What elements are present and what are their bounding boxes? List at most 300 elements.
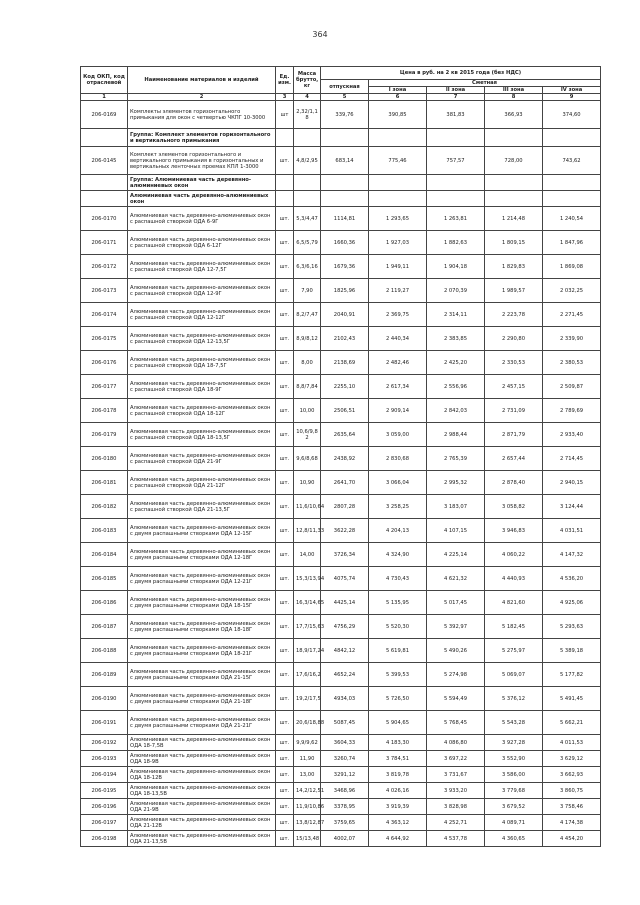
row-mass: 8,2/7,47 [294, 303, 321, 327]
price-cell: 3 629,12 [543, 751, 601, 767]
row-name: Алюминиевая часть деревянно-алюминиевых окон ОДА 18-7,5В [128, 735, 276, 751]
row-unit: шт [276, 101, 294, 129]
price-cell: 3 662,93 [543, 767, 601, 783]
price-cell: 5 376,12 [485, 687, 543, 711]
price-cell: 4 060,22 [485, 543, 543, 567]
row-unit: шт. [276, 303, 294, 327]
row-unit: шт. [276, 147, 294, 175]
row-name: Алюминиевая часть деревянно-алюминиевых окон с распашной створкой ОДА 6-9Г [128, 207, 276, 231]
row-code: 206-0186 [81, 591, 128, 615]
price-cell: 3 927,28 [485, 735, 543, 751]
table-row [81, 279, 601, 303]
group-row [81, 129, 601, 147]
column-index: 9 [543, 94, 601, 101]
row-name: Алюминиевая часть деревянно-алюминиевых окон с двумя распашными створками ОДА 21-21Г [128, 711, 276, 735]
group-name: Группа: Комплект элементов горизонтального и вертикального примыкания [128, 129, 276, 147]
row-mass [294, 175, 321, 191]
row-name: Алюминиевая часть деревянно-алюминиевых окон с распашной створкой ОДА 6-12Г [128, 231, 276, 255]
row-code: 206-0192 [81, 735, 128, 751]
price-cell: 3604,33 [321, 735, 369, 751]
price-cell: 4 107,15 [427, 519, 485, 543]
price-cell: 2 339,90 [543, 327, 601, 351]
price-cell: 3291,12 [321, 767, 369, 783]
group-row [81, 191, 601, 207]
price-cell: 743,62 [543, 147, 601, 175]
table-row [81, 471, 601, 495]
price-cell: 5 662,21 [543, 711, 601, 735]
row-mass: 8,9/8,12 [294, 327, 321, 351]
price-cell: 4934,03 [321, 687, 369, 711]
row-code: 206-0189 [81, 663, 128, 687]
price-cell: 4002,07 [321, 831, 369, 847]
row-name: Алюминиевая часть деревянно-алюминиевых окон с распашной створкой ОДА 12-7,5Г [128, 255, 276, 279]
price-cell: 5 182,45 [485, 615, 543, 639]
price-cell [369, 129, 427, 147]
row-name: Алюминиевая часть деревянно-алюминиевых окон с распашной створкой ОДА 21-9Г [128, 447, 276, 471]
row-code: 206-0196 [81, 799, 128, 815]
price-cell: 5 543,28 [485, 711, 543, 735]
price-cell: 1 989,57 [485, 279, 543, 303]
price-cell: 3378,95 [321, 799, 369, 815]
price-cell: 2040,91 [321, 303, 369, 327]
group-row [81, 175, 601, 191]
row-unit [276, 175, 294, 191]
price-cell [321, 191, 369, 207]
price-cell: 2 440,34 [369, 327, 427, 351]
row-name: Алюминиевая часть деревянно-алюминиевых окон ОДА 18-12В [128, 767, 276, 783]
price-cell: 374,60 [543, 101, 601, 129]
row-mass: 8,00 [294, 351, 321, 375]
price-cell: 2 657,44 [485, 447, 543, 471]
row-unit: шт. [276, 519, 294, 543]
row-unit: шт. [276, 639, 294, 663]
row-unit: шт. [276, 751, 294, 767]
row-unit [276, 191, 294, 207]
price-cell: 5 594,49 [427, 687, 485, 711]
price-cell: 1 904,18 [427, 255, 485, 279]
row-mass: 18,9/17,24 [294, 639, 321, 663]
table-row [81, 351, 601, 375]
price-cell [543, 129, 601, 147]
price-cell: 3 697,22 [427, 751, 485, 767]
price-cell: 2 714,45 [543, 447, 601, 471]
row-name: Алюминиевая часть деревянно-алюминиевых окон с распашной створкой ОДА 12-12Г [128, 303, 276, 327]
header-zone-4: IV зона [543, 87, 601, 94]
price-cell: 3 919,39 [369, 799, 427, 815]
price-cell: 2 119,27 [369, 279, 427, 303]
price-cell: 4 089,71 [485, 815, 543, 831]
price-cell: 2138,69 [321, 351, 369, 375]
price-cell: 4 730,43 [369, 567, 427, 591]
row-name: Комплекты элементов горизонтального примыкания для окон с четвертью ЧКПГ 10-3000 [128, 101, 276, 129]
row-unit: шт. [276, 399, 294, 423]
price-cell: 2 383,85 [427, 327, 485, 351]
price-cell: 339,76 [321, 101, 369, 129]
row-code: 206-0184 [81, 543, 128, 567]
price-cell: 2 933,40 [543, 423, 601, 447]
price-cell: 3468,96 [321, 783, 369, 799]
table-row [81, 735, 601, 751]
price-cell [543, 175, 601, 191]
row-mass: 10,90 [294, 471, 321, 495]
table-row [81, 519, 601, 543]
price-cell: 2 995,32 [427, 471, 485, 495]
table-row [81, 423, 601, 447]
row-mass: 11,90 [294, 751, 321, 767]
price-cell: 2641,70 [321, 471, 369, 495]
row-code: 206-0195 [81, 783, 128, 799]
row-unit: шт. [276, 567, 294, 591]
price-cell: 3 059,00 [369, 423, 427, 447]
price-cell: 2 556,96 [427, 375, 485, 399]
price-cell: 3726,34 [321, 543, 369, 567]
row-mass: 6,5/5,79 [294, 231, 321, 255]
table-row [81, 711, 601, 735]
row-code [81, 191, 128, 207]
price-cell: 390,85 [369, 101, 427, 129]
row-unit: шт. [276, 815, 294, 831]
price-cell: 3 784,51 [369, 751, 427, 767]
row-mass: 7,90 [294, 279, 321, 303]
price-cell: 1 882,63 [427, 231, 485, 255]
header-otpusk: отпускная [321, 80, 369, 94]
price-cell: 2 380,53 [543, 351, 601, 375]
row-unit: шт. [276, 783, 294, 799]
price-cell [369, 191, 427, 207]
row-mass: 5,3/4,47 [294, 207, 321, 231]
row-name: Алюминиевая часть деревянно-алюминиевых окон с двумя распашными створками ОДА 18-21Г [128, 639, 276, 663]
price-cell: 2 617,34 [369, 375, 427, 399]
price-cell: 5 520,30 [369, 615, 427, 639]
table-row [81, 567, 601, 591]
price-cell: 381,83 [427, 101, 485, 129]
row-name: Алюминиевая часть деревянно-алюминиевых окон с распашной створкой ОДА 18-12Г [128, 399, 276, 423]
price-cell: 2506,51 [321, 399, 369, 423]
price-cell: 3 258,25 [369, 495, 427, 519]
row-name: Комплект элементов горизонтального и вертикального примыкания в горизонтальных и вертикальных ленточных проемах КПЛ 1-3000 [128, 147, 276, 175]
row-mass: 17,6/16,2 [294, 663, 321, 687]
column-index: 2 [128, 94, 276, 101]
row-code: 206-0181 [81, 471, 128, 495]
table-row [81, 639, 601, 663]
price-cell [369, 175, 427, 191]
price-cell: 2 988,44 [427, 423, 485, 447]
row-unit: шт. [276, 279, 294, 303]
row-code: 206-0191 [81, 711, 128, 735]
price-cell: 1 869,08 [543, 255, 601, 279]
header-price: Цена в руб. на 2 кв 2015 года (без НДС) [321, 67, 601, 80]
page-number: 364 [312, 30, 328, 39]
price-cell: 4 026,16 [369, 783, 427, 799]
row-unit: шт. [276, 231, 294, 255]
table-row [81, 615, 601, 639]
row-code: 206-0178 [81, 399, 128, 423]
price-cell: 366,93 [485, 101, 543, 129]
row-unit: шт. [276, 423, 294, 447]
price-cell: 4 225,14 [427, 543, 485, 567]
row-mass: 6,3/6,16 [294, 255, 321, 279]
table-row [81, 663, 601, 687]
row-code: 206-0179 [81, 423, 128, 447]
price-cell: 683,14 [321, 147, 369, 175]
price-cell: 2255,10 [321, 375, 369, 399]
row-unit: шт. [276, 207, 294, 231]
price-cell: 3 758,46 [543, 799, 601, 815]
table-row [81, 591, 601, 615]
price-cell: 3 552,90 [485, 751, 543, 767]
row-code: 206-0194 [81, 767, 128, 783]
price-cell: 2 909,14 [369, 399, 427, 423]
header-unit: Ед. изм. [276, 67, 294, 94]
row-code: 206-0145 [81, 147, 128, 175]
price-cell: 1825,96 [321, 279, 369, 303]
row-unit: шт. [276, 543, 294, 567]
table-row [81, 147, 601, 175]
row-mass: 14,2/12,51 [294, 783, 321, 799]
row-code: 206-0182 [81, 495, 128, 519]
row-mass: 15,3/13,94 [294, 567, 321, 591]
price-cell: 4 440,93 [485, 567, 543, 591]
price-cell: 4756,29 [321, 615, 369, 639]
price-cell: 2 830,68 [369, 447, 427, 471]
price-cell: 4 454,20 [543, 831, 601, 847]
price-cell: 3 124,44 [543, 495, 601, 519]
price-cell: 2102,43 [321, 327, 369, 351]
row-name: Алюминиевая часть деревянно-алюминиевых окон с двумя распашными створками ОДА 21-15Г [128, 663, 276, 687]
row-code: 206-0190 [81, 687, 128, 711]
row-code: 206-0175 [81, 327, 128, 351]
price-cell: 3759,65 [321, 815, 369, 831]
price-cell: 3 779,68 [485, 783, 543, 799]
header-code: Код ОКП, код отраслевой [81, 67, 128, 94]
row-mass: 10,6/9,8 2 [294, 423, 321, 447]
price-cell: 5 017,45 [427, 591, 485, 615]
row-code: 206-0172 [81, 255, 128, 279]
price-cell [543, 191, 601, 207]
row-unit: шт. [276, 255, 294, 279]
price-cell: 5 490,26 [427, 639, 485, 663]
row-mass [294, 129, 321, 147]
header-zone-3: III зона [485, 87, 543, 94]
price-cell: 1114,81 [321, 207, 369, 231]
row-mass: 10,00 [294, 399, 321, 423]
price-cell [485, 129, 543, 147]
price-cell: 2 314,11 [427, 303, 485, 327]
column-index: 1 [81, 94, 128, 101]
header-mass: Масса брутто, кг [294, 67, 321, 94]
row-mass: 17,7/15,63 [294, 615, 321, 639]
row-unit: шт. [276, 591, 294, 615]
column-index: 3 [276, 94, 294, 101]
price-cell: 4 204,13 [369, 519, 427, 543]
price-cell: 2 330,53 [485, 351, 543, 375]
price-cell: 5 768,45 [427, 711, 485, 735]
price-cell [485, 191, 543, 207]
price-cell: 2 940,15 [543, 471, 601, 495]
price-cell: 2 457,15 [485, 375, 543, 399]
row-name: Алюминиевая часть деревянно-алюминиевых окон с двумя распашными створками ОДА 12-15Г [128, 519, 276, 543]
price-cell: 2 369,75 [369, 303, 427, 327]
table-row [81, 815, 601, 831]
row-code: 206-0176 [81, 351, 128, 375]
table-row [81, 207, 601, 231]
row-code: 206-0187 [81, 615, 128, 639]
row-code: 206-0171 [81, 231, 128, 255]
row-unit: шт. [276, 735, 294, 751]
price-cell: 1 949,11 [369, 255, 427, 279]
price-cell: 4 360,65 [485, 831, 543, 847]
price-cell: 4 363,12 [369, 815, 427, 831]
price-cell: 1 809,15 [485, 231, 543, 255]
price-cell: 728,00 [485, 147, 543, 175]
table-row [81, 783, 601, 799]
row-code: 206-0188 [81, 639, 128, 663]
price-cell: 4 644,92 [369, 831, 427, 847]
row-unit: шт. [276, 711, 294, 735]
row-unit: шт. [276, 327, 294, 351]
row-name: Алюминиевая часть деревянно-алюминиевых окон с двумя распашными створками ОДА 21-18Г [128, 687, 276, 711]
row-mass: 8,8/7,84 [294, 375, 321, 399]
price-cell: 2 290,80 [485, 327, 543, 351]
row-mass: 16,3/14,65 [294, 591, 321, 615]
column-index: 5 [321, 94, 369, 101]
price-cell: 2 070,39 [427, 279, 485, 303]
table-row [81, 447, 601, 471]
price-cell: 4652,24 [321, 663, 369, 687]
price-cell [321, 129, 369, 147]
row-unit: шт. [276, 799, 294, 815]
row-code: 206-0169 [81, 101, 128, 129]
table-row [81, 799, 601, 815]
table-row [81, 231, 601, 255]
row-mass: 19,2/17,5 [294, 687, 321, 711]
row-unit: шт. [276, 351, 294, 375]
table-row [81, 543, 601, 567]
price-cell: 5087,45 [321, 711, 369, 735]
price-cell: 2 032,25 [543, 279, 601, 303]
row-unit: шт. [276, 831, 294, 847]
price-cell: 3260,74 [321, 751, 369, 767]
price-cell: 3 819,78 [369, 767, 427, 783]
table-row [81, 751, 601, 767]
row-name: Алюминиевая часть деревянно-алюминиевых окон с двумя распашными створками ОДА 18-18Г [128, 615, 276, 639]
row-name: Алюминиевая часть деревянно-алюминиевых окон с распашной створкой ОДА 21-12Г [128, 471, 276, 495]
row-mass: 9,9/9,62 [294, 735, 321, 751]
row-mass: 11,6/10,64 [294, 495, 321, 519]
row-mass: 2,32/1,1 8 [294, 101, 321, 129]
row-code: 206-0180 [81, 447, 128, 471]
price-cell: 3 679,52 [485, 799, 543, 815]
row-name: Алюминиевая часть деревянно-алюминиевых окон с двумя распашными створками ОДА 12-18Г [128, 543, 276, 567]
header-zone-2: II зона [427, 87, 485, 94]
price-cell: 2 509,87 [543, 375, 601, 399]
header-name: Наименование материалов и изделий [128, 67, 276, 94]
price-cell: 2 871,79 [485, 423, 543, 447]
column-index-row [81, 94, 601, 101]
price-cell: 775,46 [369, 147, 427, 175]
row-name: Алюминиевая часть деревянно-алюминиевых окон с двумя распашными створками ОДА 12-21Г [128, 567, 276, 591]
group-name: Группа: Алюминиевая часть деревянно-алюминиевых окон [128, 175, 276, 191]
price-cell: 4842,12 [321, 639, 369, 663]
price-cell: 3 946,83 [485, 519, 543, 543]
price-cell: 4 183,30 [369, 735, 427, 751]
price-cell: 4 011,53 [543, 735, 601, 751]
price-cell: 1 847,96 [543, 231, 601, 255]
row-code: 206-0174 [81, 303, 128, 327]
price-cell [321, 175, 369, 191]
row-name: Алюминиевая часть деревянно-алюминиевых окон с распашной створкой ОДА 21-13,5Г [128, 495, 276, 519]
price-cell: 1679,36 [321, 255, 369, 279]
row-name: Алюминиевая часть деревянно-алюминиевых окон ОДА 18-13,5В [128, 783, 276, 799]
price-cell: 4 147,32 [543, 543, 601, 567]
row-name: Алюминиевая часть деревянно-алюминиевых окон с распашной створкой ОДА 18-7,5Г [128, 351, 276, 375]
row-mass: 9,6/8,68 [294, 447, 321, 471]
row-code: 206-0197 [81, 815, 128, 831]
price-cell: 5 275,97 [485, 639, 543, 663]
price-cell: 3 860,75 [543, 783, 601, 799]
row-mass: 20,6/18,88 [294, 711, 321, 735]
row-name: Алюминиевая часть деревянно-алюминиевых окон с двумя распашными створками ОДА 18-15Г [128, 591, 276, 615]
row-name: Алюминиевая часть деревянно-алюминиевых окон ОДА 18-9В [128, 751, 276, 767]
price-cell: 2 842,03 [427, 399, 485, 423]
price-cell: 3622,28 [321, 519, 369, 543]
row-unit: шт. [276, 687, 294, 711]
price-cell: 4 925,06 [543, 591, 601, 615]
price-cell: 4075,74 [321, 567, 369, 591]
column-index: 8 [485, 94, 543, 101]
column-index: 4 [294, 94, 321, 101]
price-cell: 4 621,32 [427, 567, 485, 591]
row-name: Алюминиевая часть деревянно-алюминиевых окон с распашной створкой ОДА 12-9Г [128, 279, 276, 303]
price-cell: 3 828,98 [427, 799, 485, 815]
price-cell: 5 389,18 [543, 639, 601, 663]
price-cell: 5 904,65 [369, 711, 427, 735]
price-cell: 1 293,65 [369, 207, 427, 231]
table-row [81, 303, 601, 327]
row-code: 206-0193 [81, 751, 128, 767]
table-row [81, 375, 601, 399]
price-cell: 4 086,80 [427, 735, 485, 751]
price-cell [427, 129, 485, 147]
table-row [81, 831, 601, 847]
row-code: 206-0198 [81, 831, 128, 847]
row-name: Алюминиевая часть деревянно-алюминиевых окон ОДА 21-9В [128, 799, 276, 815]
column-index: 7 [427, 94, 485, 101]
price-cell: 4 537,78 [427, 831, 485, 847]
price-table [80, 66, 601, 847]
price-cell: 4425,14 [321, 591, 369, 615]
price-cell: 1 927,03 [369, 231, 427, 255]
row-mass: 15/13,48 [294, 831, 321, 847]
price-cell: 5 491,45 [543, 687, 601, 711]
row-unit: шт. [276, 663, 294, 687]
price-cell: 5 293,63 [543, 615, 601, 639]
row-mass: 13,00 [294, 767, 321, 783]
price-cell: 2807,28 [321, 495, 369, 519]
row-unit: шт. [276, 767, 294, 783]
price-cell: 2 271,45 [543, 303, 601, 327]
price-cell: 4 174,38 [543, 815, 601, 831]
price-cell: 5 069,07 [485, 663, 543, 687]
price-cell: 1660,36 [321, 231, 369, 255]
table-row [81, 101, 601, 129]
header-smetnaya: Сметная [369, 80, 601, 87]
row-name: Алюминиевая часть деревянно-алюминиевых окон с распашной створкой ОДА 18-13,5Г [128, 423, 276, 447]
price-cell: 2635,64 [321, 423, 369, 447]
price-cell: 5 135,95 [369, 591, 427, 615]
table-row [81, 399, 601, 423]
row-mass: 4,8/2,95 [294, 147, 321, 175]
